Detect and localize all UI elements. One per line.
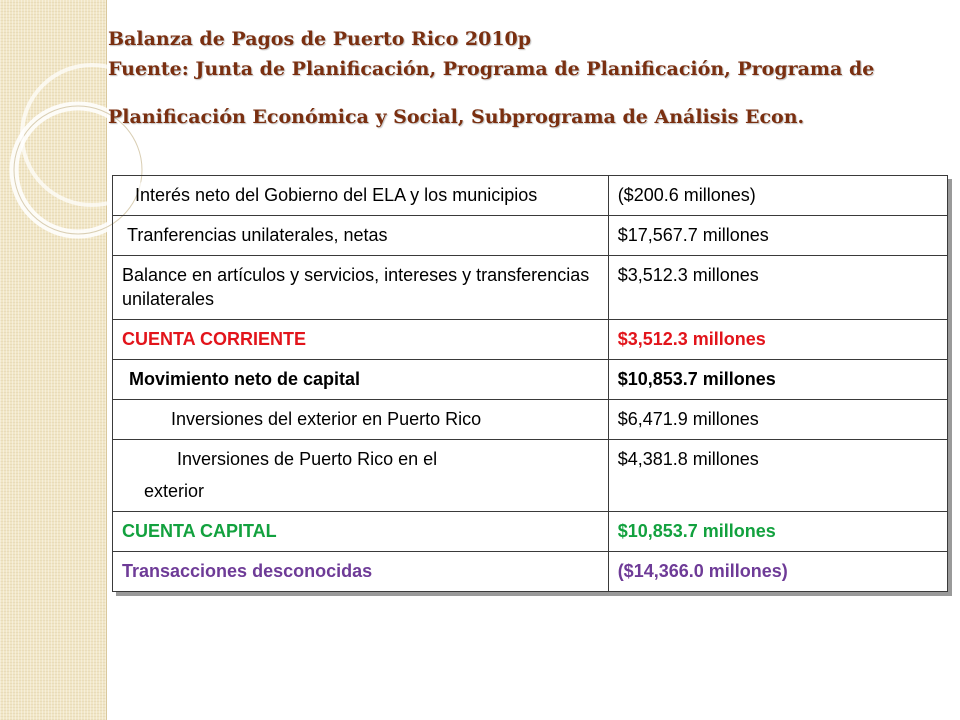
row-value: $3,512.3 millones [608, 256, 947, 320]
title-line-2: Fuente: Junta de Planificación, Programa de Planificación, Programa de [108, 58, 875, 80]
table-row [113, 360, 948, 400]
row-value: $17,567.7 millones [608, 216, 947, 256]
row-label-part1: Inversiones de Puerto Rico en el [177, 449, 438, 469]
table-row [113, 400, 948, 440]
title-line-3: Planificación Económica y Social, Subprograma de Análisis Econ. [108, 106, 805, 128]
row-label: Tranferencias unilaterales, netas [113, 216, 609, 256]
row-label: CUENTA CAPITAL [113, 512, 609, 552]
row-value: $4,381.8 millones [608, 440, 947, 512]
row-label: Movimiento neto de capital [113, 360, 609, 400]
row-label-part2: exterior [144, 481, 205, 501]
title-line-1: Balanza de Pagos de Puerto Rico 2010p [108, 28, 532, 50]
table-row [113, 512, 948, 552]
row-label: Interés neto del Gobierno del ELA y los municipios [113, 176, 609, 216]
table-row [113, 256, 948, 320]
table-row [113, 552, 948, 592]
row-value: $10,853.7 millones [608, 360, 947, 400]
table-row [113, 216, 948, 256]
table-row [113, 320, 948, 360]
row-label: Balance en artículos y servicios, intereses y transferencias unilaterales [113, 256, 609, 320]
slide-title [108, 24, 938, 132]
row-value: $6,471.9 millones [608, 400, 947, 440]
row-value: $10,853.7 millones [608, 512, 947, 552]
table-row [113, 176, 948, 216]
row-label: Inversiones del exterior en Puerto Rico [113, 400, 609, 440]
row-value: $3,512.3 millones [608, 320, 947, 360]
row-label: Transacciones desconocidas [113, 552, 609, 592]
row-label: CUENTA CORRIENTE [113, 320, 609, 360]
row-label [113, 440, 609, 512]
row-value: ($14,366.0 millones) [608, 552, 947, 592]
row-value: ($200.6 millones) [608, 176, 947, 216]
balance-table [112, 175, 948, 592]
table-row [113, 440, 948, 512]
